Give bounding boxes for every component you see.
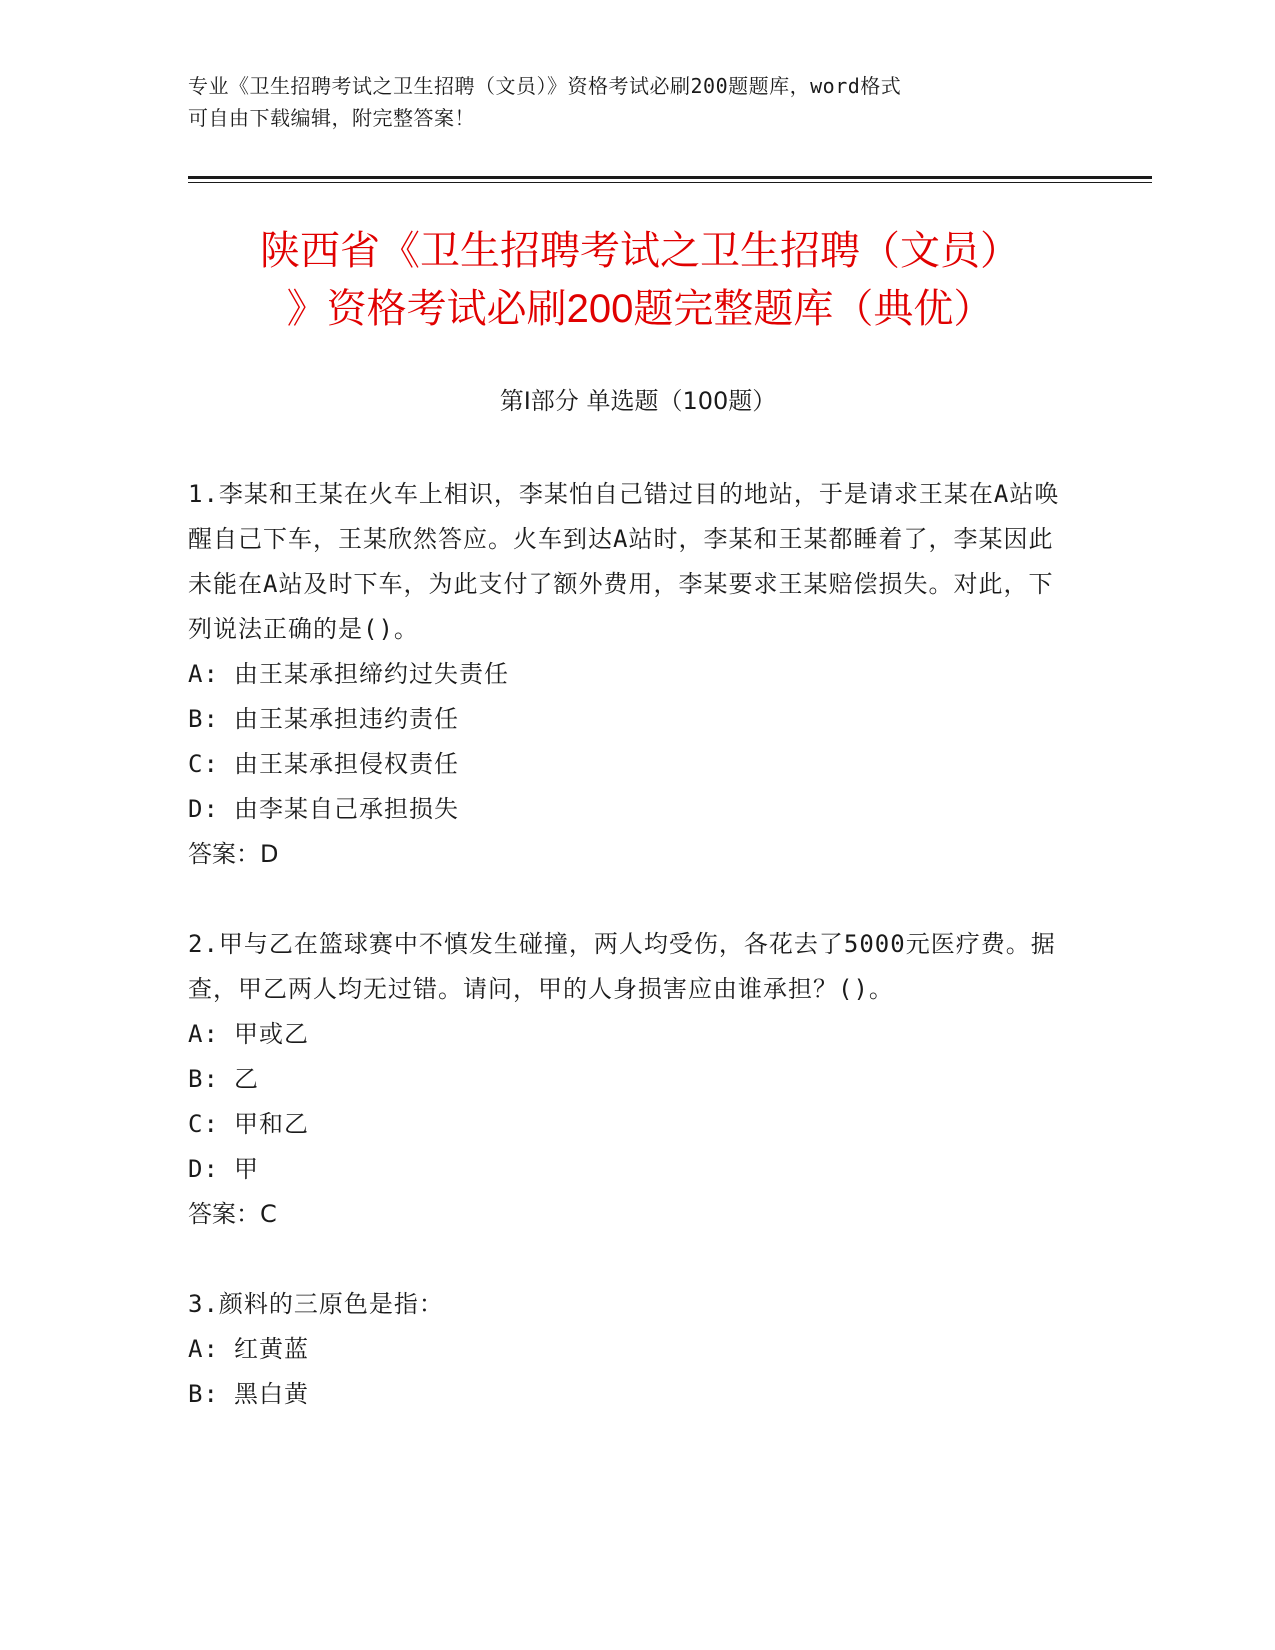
option-text: 由王某承担侵权责任 bbox=[234, 750, 459, 778]
option-text: 甲或乙 bbox=[234, 1020, 309, 1048]
option-letter: C: bbox=[188, 1110, 219, 1138]
answer-line: 答案：D bbox=[188, 840, 279, 868]
option-letter: D: bbox=[188, 795, 219, 823]
page-title bbox=[180, 222, 1100, 338]
option-letter: B: bbox=[188, 705, 219, 733]
question-text: 3.颜料的三原色是指： bbox=[188, 1290, 444, 1318]
option-letter: A: bbox=[188, 660, 219, 688]
option-text: 乙 bbox=[234, 1065, 259, 1093]
option-d bbox=[188, 787, 1068, 832]
header-note-line-1: 专业《卫生招聘考试之卫生招聘（文员）》资格考试必刷200题题库，word格式 bbox=[188, 74, 902, 98]
question-text: 2.甲与乙在篮球赛中不慎发生碰撞，两人均受伤，各花去了5000元医疗费。据查，甲乙两人均无过错。请问，甲的人身损害应由谁承担？()。 bbox=[188, 930, 1056, 1003]
option-c bbox=[188, 742, 1068, 787]
question-2 bbox=[188, 922, 1068, 1237]
page-title-line-1: 陕西省《卫生招聘考试之卫生招聘（文员） bbox=[260, 229, 1020, 273]
option-text: 红黄蓝 bbox=[234, 1335, 309, 1363]
option-text: 黑白黄 bbox=[234, 1380, 309, 1408]
option-letter: B: bbox=[188, 1380, 219, 1408]
question-text: 1.李某和王某在火车上相识，李某怕自己错过目的地站，于是请求王某在A站唤醒自己下车，王某欣然答应。火车到达A站时，李某和王某都睡着了，李某因此未能在A站及时下车，为此支付了额外费用，李某要求王某赔偿损失。对此，下列说法正确的是()。 bbox=[188, 480, 1060, 643]
answer-line: 答案：C bbox=[188, 1200, 277, 1228]
option-text: 由王某承担缔约过失责任 bbox=[234, 660, 509, 688]
option-letter: D: bbox=[188, 1155, 219, 1183]
option-a bbox=[188, 1012, 1068, 1057]
question-list bbox=[188, 472, 1068, 1462]
header-divider-thick bbox=[188, 176, 1152, 179]
option-text: 甲 bbox=[234, 1155, 259, 1183]
question-3 bbox=[188, 1282, 1068, 1417]
option-letter: A: bbox=[188, 1020, 219, 1048]
option-d bbox=[188, 1147, 1068, 1192]
question-1 bbox=[188, 472, 1068, 877]
option-b bbox=[188, 697, 1068, 742]
option-a bbox=[188, 1327, 1068, 1372]
option-letter: C: bbox=[188, 750, 219, 778]
header-note bbox=[188, 70, 1088, 134]
option-text: 由李某自己承担损失 bbox=[234, 795, 459, 823]
option-text: 甲和乙 bbox=[234, 1110, 309, 1138]
header-divider-thin bbox=[188, 182, 1152, 183]
option-b bbox=[188, 1372, 1068, 1417]
option-letter: B: bbox=[188, 1065, 219, 1093]
section-title: 第Ⅰ部分 单选题（100题） bbox=[499, 387, 777, 415]
option-a bbox=[188, 652, 1068, 697]
option-c bbox=[188, 1102, 1068, 1147]
option-text: 由王某承担违约责任 bbox=[234, 705, 459, 733]
page-title-line-2: 》资格考试必刷200题完整题库（典优） bbox=[286, 287, 994, 331]
header-note-line-2: 可自由下载编辑，附完整答案！ bbox=[188, 106, 475, 130]
option-letter: A: bbox=[188, 1335, 219, 1363]
option-b bbox=[188, 1057, 1068, 1102]
